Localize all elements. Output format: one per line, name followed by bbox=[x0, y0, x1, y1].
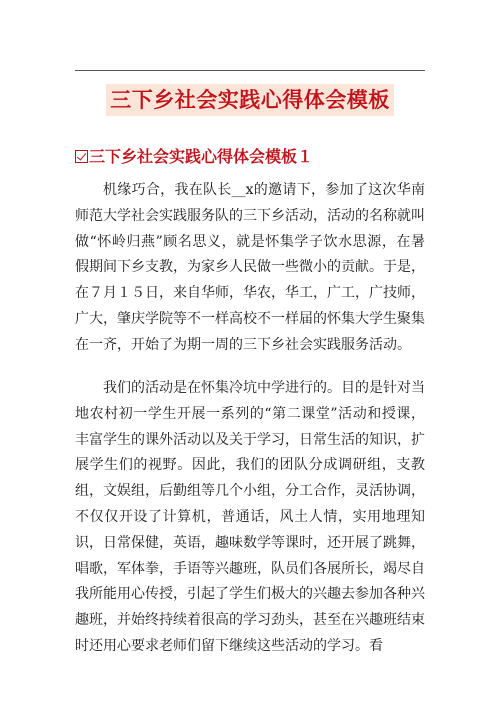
title-container bbox=[0, 84, 500, 116]
paragraph-1: 机缘巧合，我在队长__x的邀请下，参加了这次华南师范大学社会实践服务队的三下乡活动，活动的名称就叫做“怀岭归燕”顾名思义，就是怀集学子饮水思源，在暑假期间下乡支教，为家乡人民做一些微小的贡献。于是，在７月１５日，来自华师，华农，华工，广工，广技师，广大，肇庆学院等不一样高校不一样届的怀集大学生聚集在一齐，开始了为期一周的三下乡社会实践服务活动。 bbox=[75, 182, 425, 353]
section-heading-text: 三下乡社会实践心得体会模板１ bbox=[89, 147, 314, 166]
page-title: 三下乡社会实践心得体会模板 bbox=[106, 84, 394, 116]
header-divider bbox=[75, 70, 425, 71]
section-heading bbox=[75, 146, 425, 168]
paragraph-2: 我们的活动是在怀集冷坑中学进行的。目的是针对当地农村初一学生开展一系列的“第二课堂”活动和授课，丰富学生的课外活动以及关于学习，日常生活的知识，扩展学生们的视野。因此，我们的团队分成调研组，支教组，文娱组，后勤组等几个小组，分工合作，灵活协调，不仅仅开设了计算机，普通话，风土人情，实用地理知识，日常保健，英语，趣味数学等课时，还开展了跳舞，唱歌，军体拳，手语等兴趣班，队员们各展所长，竭尽自我所能用心传授，引起了学生们极大的兴趣去参加各种兴趣班，并始终持续着很高的学习劲头，甚至在兴趣班结束时还用心要求老师们留下继续这些活动的学习。看 bbox=[75, 380, 425, 654]
checkbox-icon bbox=[75, 150, 88, 163]
